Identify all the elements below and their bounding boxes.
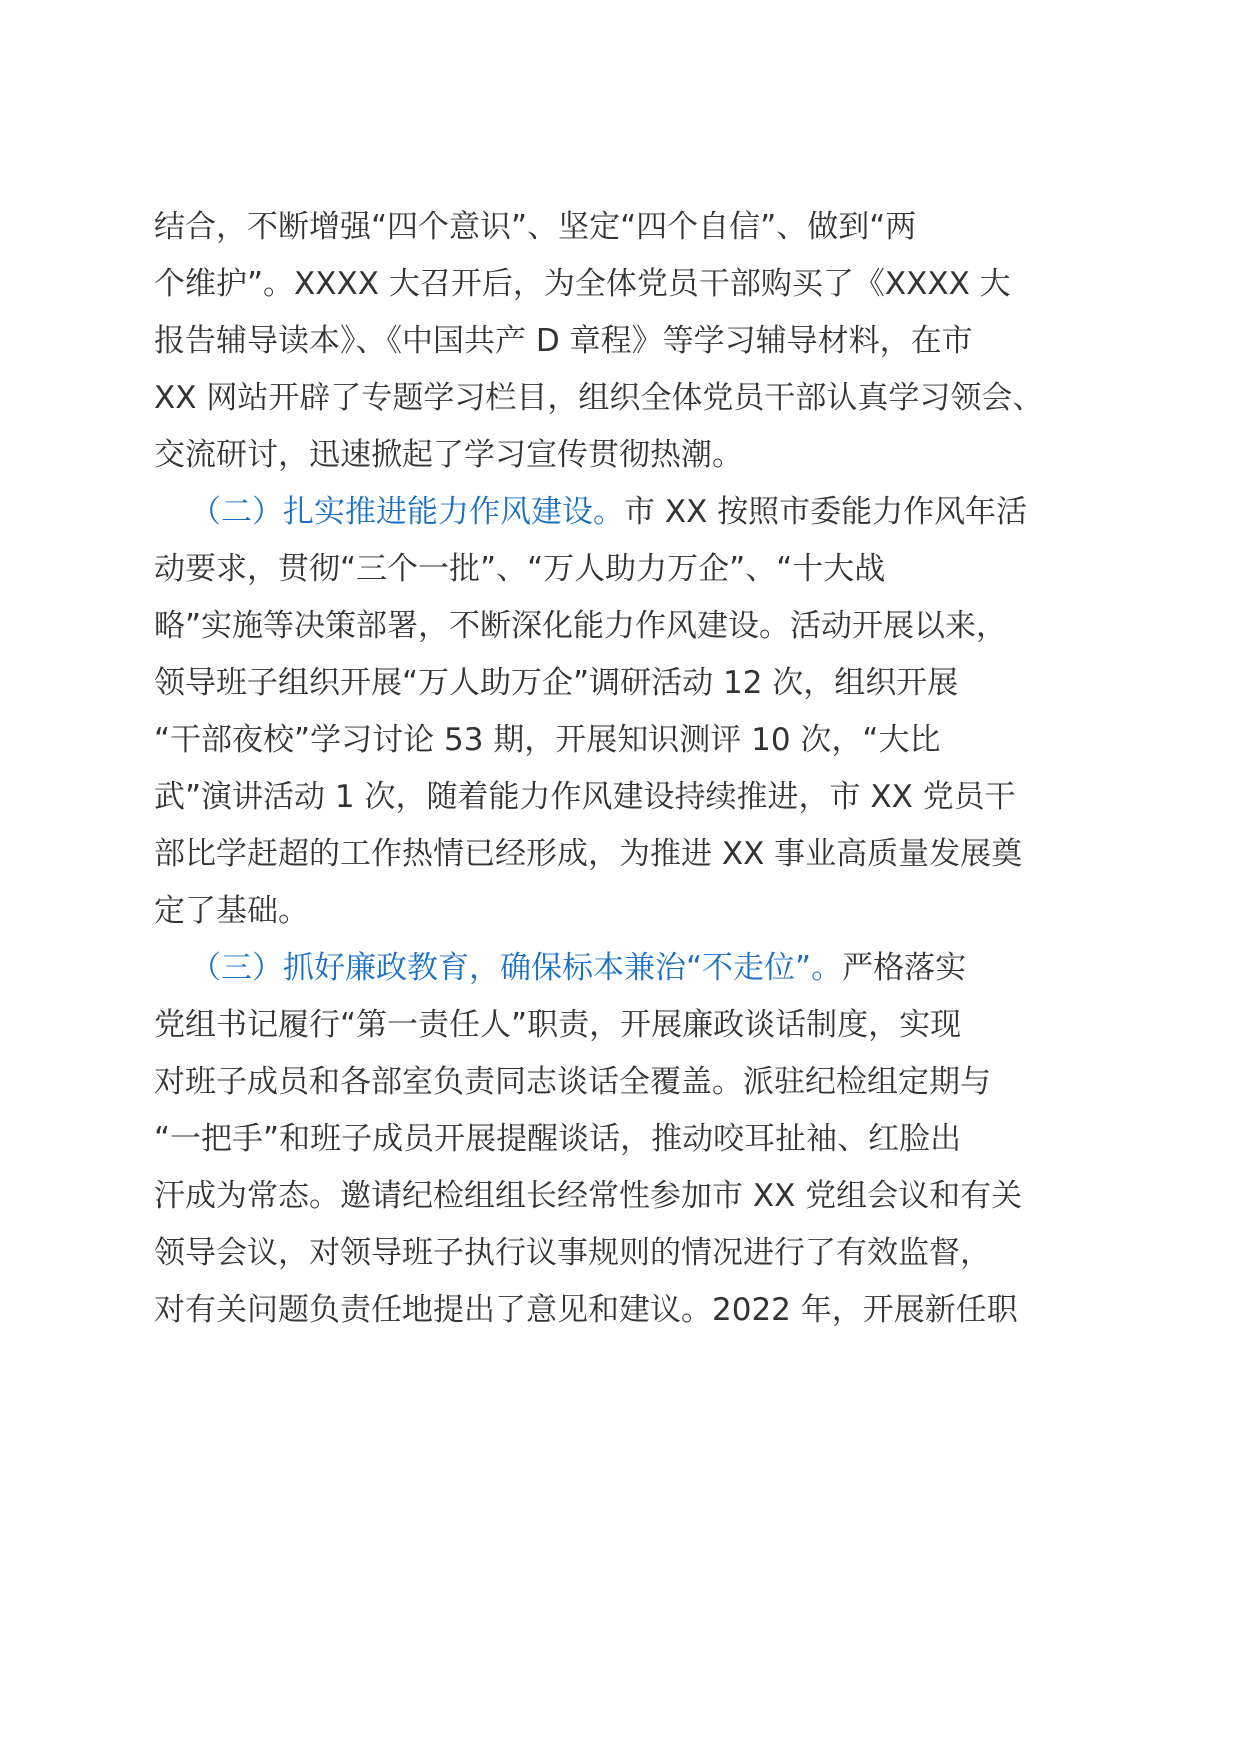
section-heading-3: （三）抓好廉政教育，确保标本兼治“不走位”。	[190, 950, 843, 986]
text-run: 武”演讲活动 1 次，随着能力作风建设持续推进，市 XX 党员干	[154, 779, 1016, 815]
text-run: 严格落实	[842, 950, 967, 986]
text-run: 交流研讨，迅速掀起了学习宣传贯彻热潮。	[154, 437, 743, 473]
text-run: 动要求，贯彻“三个一批”、“万人助力万企”、“十大战	[154, 551, 886, 587]
body-line	[154, 1005, 961, 1045]
text-run: 市 XX 按照市委能力作风年活	[624, 494, 1028, 530]
text-run: 对有关问题负责任地提出了意见和建议。2022 年，开展新任职	[154, 1292, 1018, 1328]
text-run: 定了基础。	[154, 893, 309, 929]
body-line	[154, 777, 1016, 817]
text-run: 汗成为常态。邀请纪检组组长经常性参加市 XX 党组会议和有关	[154, 1178, 1023, 1214]
text-run: “干部夜校”学习讨论 53 期，开展知识测评 10 次，“大比	[154, 722, 941, 758]
body-line	[154, 378, 1043, 418]
text-run: “一把手”和班子成员开展提醒谈话，推动咬耳扯袖、红脸出	[154, 1121, 962, 1157]
body-line	[154, 720, 941, 760]
body-line	[154, 1176, 1022, 1216]
text-run: 个维护”。XXXX 大召开后，为全体党员干部购买了《XXXX 大	[154, 266, 1011, 302]
text-run: 领导会议，对领导班子执行议事规则的情况进行了有效监督，	[154, 1235, 991, 1271]
text-run: XX 网站开辟了专题学习栏目，组织全体党员干部认真学习领会、	[154, 380, 1044, 416]
body-line	[154, 891, 309, 931]
section-line	[190, 948, 966, 988]
body-line	[154, 321, 973, 361]
body-line	[154, 207, 916, 247]
body-line	[154, 1233, 991, 1273]
body-line	[154, 549, 885, 589]
body-line	[154, 264, 1011, 304]
text-run: 部比学赶超的工作热情已经形成，为推进 XX 事业高质量发展奠	[154, 836, 1023, 872]
body-line	[154, 606, 1007, 646]
body-line	[154, 663, 958, 703]
body-line	[154, 435, 743, 475]
text-run: 略”实施等决策部署，不断深化能力作风建设。活动开展以来，	[154, 608, 1008, 644]
body-line	[154, 834, 1022, 874]
section-heading-2: （二）扎实推进能力作风建设。	[190, 494, 624, 530]
text-run: 对班子成员和各部室负责同志谈话全覆盖。派驻纪检组定期与	[154, 1064, 991, 1100]
text-run: 报告辅导读本》、《中国共产 D 章程》等学习辅导材料，在市	[154, 323, 973, 359]
text-run: 结合，不断增强“四个意识”、坚定“四个自信”、做到“两	[154, 209, 917, 245]
text-run: 党组书记履行“第一责任人”职责，开展廉政谈话制度，实现	[154, 1007, 962, 1043]
body-line	[154, 1119, 961, 1159]
body-line	[154, 1062, 991, 1102]
section-line	[190, 492, 1027, 532]
text-run: 领导班子组织开展“万人助万企”调研活动 12 次，组织开展	[154, 665, 959, 701]
body-line	[154, 1290, 1018, 1330]
